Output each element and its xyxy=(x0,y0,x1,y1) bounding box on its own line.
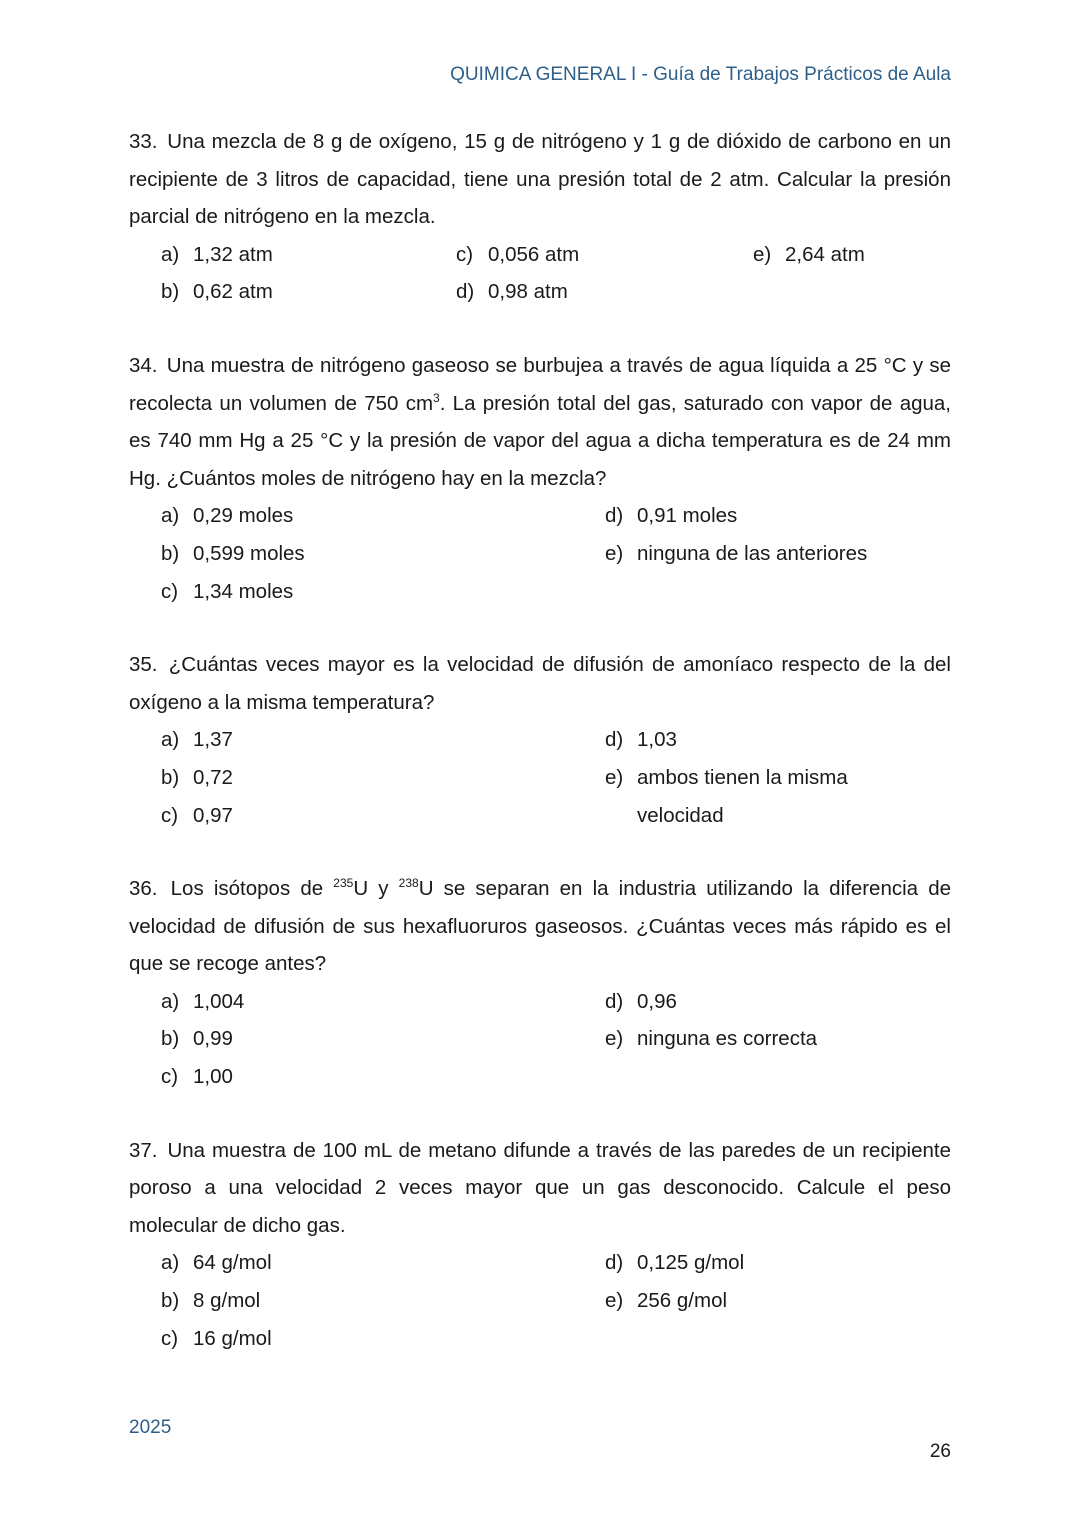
question-number: 37. xyxy=(129,1138,158,1162)
option-letter: c) xyxy=(161,579,179,603)
questions-section xyxy=(129,123,951,1393)
option-letter: d) xyxy=(605,504,624,528)
question-text: Una mezcla de 8 g de oxígeno, 15 g de nitrógeno y 1 g de dióxido de carbono en un recipiente de 3 litros de capacidad, tiene una presión total de 2 atm. Calcular la presión parcial de nitrógeno en la mezcla. xyxy=(129,130,951,229)
option-e xyxy=(605,1020,951,1058)
superscript: 238 xyxy=(398,876,419,891)
option-text: 0,97 xyxy=(193,803,233,827)
question-number: 33. xyxy=(129,130,158,153)
option-text: 0,91 moles xyxy=(637,504,738,528)
option-letter: a) xyxy=(161,1251,180,1275)
option-text: 2,64 atm xyxy=(785,242,865,266)
option-letter: d) xyxy=(605,728,624,752)
question-stem xyxy=(129,123,951,236)
options-list xyxy=(161,497,951,610)
option-a xyxy=(161,983,605,1021)
options-list xyxy=(161,1244,951,1357)
option-letter: c) xyxy=(161,1065,179,1089)
footer-year: 2025 xyxy=(129,1417,172,1438)
option-b xyxy=(161,1020,605,1058)
option-text: 64 g/mol xyxy=(193,1251,272,1275)
option-d xyxy=(605,497,951,535)
question-stem xyxy=(129,646,951,721)
page-header-title: QUIMICA GENERAL I - Guía de Trabajos Prácticos de Aula xyxy=(450,64,951,85)
option-text: ninguna de las anteriores xyxy=(637,541,868,565)
option-text: ninguna es correcta xyxy=(637,1027,818,1051)
option-text: 0,99 xyxy=(193,1027,233,1051)
option-b xyxy=(161,1282,605,1320)
option-d xyxy=(456,273,753,311)
option-text: 16 g/mol xyxy=(193,1326,272,1350)
option-letter: d) xyxy=(605,1251,624,1275)
option-text: 256 g/mol xyxy=(637,1289,728,1313)
question-number: 34. xyxy=(129,353,158,377)
option-a xyxy=(161,1244,605,1282)
option-letter: c) xyxy=(456,242,474,266)
option-text: 0,125 g/mol xyxy=(637,1251,745,1275)
option-c xyxy=(161,797,605,835)
option-text: 1,00 xyxy=(193,1065,233,1089)
option-c xyxy=(456,236,753,274)
option-letter: a) xyxy=(161,242,180,266)
option-d xyxy=(605,1244,951,1282)
superscript: 235 xyxy=(333,876,354,891)
question-stem xyxy=(129,347,951,497)
option-text: 0,056 atm xyxy=(488,242,580,266)
option-d xyxy=(605,721,951,759)
option-letter: e) xyxy=(605,765,624,789)
option-letter: a) xyxy=(161,504,180,528)
options-list xyxy=(161,236,951,311)
option-a xyxy=(161,721,605,759)
option-letter: d) xyxy=(456,280,475,304)
superscript: 3 xyxy=(433,390,440,405)
option-letter: b) xyxy=(161,1289,180,1313)
option-a xyxy=(161,236,456,274)
question-text: Una muestra de 100 mL de metano difunde a través de las paredes de un recipiente poroso a una velocidad 2 veces mayor que un gas desconocido. Calcule el peso molecular de dicho gas. xyxy=(129,1138,951,1237)
option-text: 0,29 moles xyxy=(193,504,294,528)
option-text: 0,62 atm xyxy=(193,280,273,304)
question-text-part: U se separan en la industria utilizando la diferencia de velocidad de difusión de sus hexafluoruros gaseosos. ¿Cuántas veces más rápido es el que se recoge antes? xyxy=(129,877,951,976)
option-c xyxy=(161,573,605,611)
question-34 xyxy=(129,347,951,610)
option-letter: b) xyxy=(161,541,180,565)
question-stem xyxy=(129,870,951,983)
option-b xyxy=(161,273,456,311)
option-letter: a) xyxy=(161,728,180,752)
option-text: 0,72 xyxy=(193,765,233,789)
options-list xyxy=(161,721,951,834)
option-letter: e) xyxy=(753,242,772,266)
question-33 xyxy=(129,123,951,311)
option-a xyxy=(161,497,605,535)
question-number: 35. xyxy=(129,653,158,677)
option-text: 0,96 xyxy=(637,989,677,1013)
option-text: 1,32 atm xyxy=(193,242,273,266)
option-letter: a) xyxy=(161,989,180,1013)
option-c xyxy=(161,1320,605,1358)
option-letter: c) xyxy=(161,803,179,827)
page-number: 26 xyxy=(929,1441,951,1462)
option-letter: b) xyxy=(161,1027,180,1051)
question-text-part: . La presión total del gas, saturado con vapor de agua, es 740 mm Hg a 25 °C y la presión de vapor del agua a dicha temperatura es de 24 mm Hg. ¿Cuántos moles de nitrógeno hay en la mezcla? xyxy=(129,391,951,490)
option-e xyxy=(605,535,951,573)
option-e xyxy=(605,1282,951,1320)
question-37 xyxy=(129,1132,951,1358)
question-36 xyxy=(129,870,951,1096)
question-text-part: Una muestra de nitrógeno gaseoso se burbujea a través de agua líquida a 25 °C y se recolecta un volumen de 750 cm xyxy=(129,353,951,415)
option-letter: e) xyxy=(605,1289,624,1313)
option-text: 0,98 atm xyxy=(488,280,568,304)
option-b xyxy=(161,759,605,797)
option-text: 8 g/mol xyxy=(193,1289,261,1313)
question-text-part: U y xyxy=(353,877,399,901)
option-c xyxy=(161,1058,605,1096)
option-letter: b) xyxy=(161,280,180,304)
question-text: ¿Cuántas veces mayor es la velocidad de difusión de amoníaco respecto de la del oxígeno a la misma temperatura? xyxy=(129,653,951,714)
option-letter: d) xyxy=(605,989,624,1013)
option-text: 1,03 xyxy=(637,728,677,752)
option-b xyxy=(161,535,605,573)
option-letter: e) xyxy=(605,1027,624,1051)
question-text-part: Los isótopos de xyxy=(170,877,334,901)
option-text: 1,004 xyxy=(193,989,245,1013)
option-e xyxy=(753,236,951,274)
option-text: 1,34 moles xyxy=(193,579,294,603)
option-letter: b) xyxy=(161,765,180,789)
option-text: 1,37 xyxy=(193,728,233,752)
option-text: ambos tienen la misma velocidad xyxy=(637,765,848,827)
question-number: 36. xyxy=(129,877,158,901)
option-letter: c) xyxy=(161,1326,179,1350)
option-d xyxy=(605,983,951,1021)
options-list xyxy=(161,983,951,1096)
option-letter: e) xyxy=(605,541,624,565)
option-text: 0,599 moles xyxy=(193,541,305,565)
option-e xyxy=(605,759,951,834)
question-stem xyxy=(129,1132,951,1245)
question-35 xyxy=(129,646,951,834)
